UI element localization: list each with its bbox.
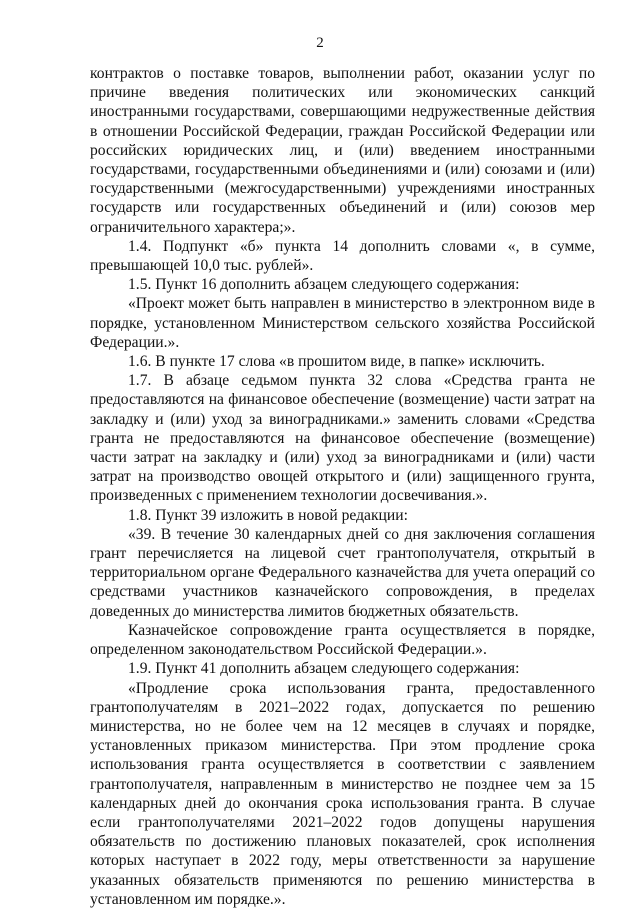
- paragraph-1-6: 1.6. В пункте 17 слова «в прошитом виде, в папке» исключить.: [128, 353, 545, 371]
- page-number: 2: [316, 35, 324, 51]
- paragraph-1-9: 1.9. Пункт 41 дополнить абзацем следующего содержания:: [128, 660, 520, 678]
- paragraph-1-7: 1.7. В абзаце седьмом пункта 32 слова «Средства гранта не предоставляются на финансовое обеспечение (возмещение) части затрат на закладку и (или) уход за виноградниками.» заменить словами «Средства гранта не предоставляются на финансовое обеспечение (возмещение) части затрат на закладку и (или) уход за виноградниками и (или) части затрат на производство овощей открытого и (или) защищенного грунта, произведенных с применением технологии досвечивания.».: [90, 372, 595, 505]
- paragraph-1-8-quote-continued: Казначейское сопровождение гранта осуществляется в порядке, определенном законодательством Российской Федерации.».: [90, 621, 595, 659]
- paragraph-1-8: 1.8. Пункт 39 изложить в новой редакции:: [128, 506, 408, 524]
- paragraph-1-8-quote: «39. В течение 30 календарных дней со дня заключения соглашения грант перечисляется на лицевой счет грантополучателя, открытый в территориальном органе Федерального казначейства для учета операций со средствами участников казначейского сопровождения, в пределах доведенных до министерства лимитов бюджетных обязательств.: [90, 525, 595, 620]
- paragraph-1-5-quote: «Проект может быть направлен в министерство в электронном виде в порядке, установленном Министерством сельского хозяйства Российской Федерации.».: [90, 295, 595, 351]
- document-body: [90, 64, 595, 909]
- paragraph-1-9-quote: «Продление срока использования гранта, предоставленного грантополучателям в 2021–2022 годах, допускается по решению министерства, но не более чем на 12 месяцев в случаях и порядке, установленных приказом министерства. При этом продление срока использования гранта осуществляется в соответствии с заявлением грантополучателя, направленным в министерство не позднее чем за 15 календарных дней до окончания срока использования гранта. В случае если грантополучателями 2021–2022 годов допущены нарушения обязательств по достижению плановых показателей, срок исполнения которых наступает в 2022 году, меры ответственности за нарушение указанных обязательств применяются по решению министерства в установленном им порядке.».: [90, 679, 595, 908]
- paragraph-1-5: 1.5. Пункт 16 дополнить абзацем следующего содержания:: [128, 276, 520, 294]
- paragraph-continuation: контрактов о поставке товаров, выполнении работ, оказании услуг по причине введения политических или экономических санкций иностранными государствами, совершающими недружественные действия в отношении Российской Федерации, граждан Российской Федерации или российских юридических лиц, и (или) введением иностранными государствами, государственными объединениями и (или) союзами и (или) государственными (межгосударственными) учреждениями иностранных государств или государственных объединений и (или) союзов мер ограничительного характера;».: [90, 65, 595, 236]
- paragraph-1-4: 1.4. Подпункт «б» пункта 14 дополнить словами «, в сумме, превышающей 10,0 тыс. рублей».: [90, 237, 595, 275]
